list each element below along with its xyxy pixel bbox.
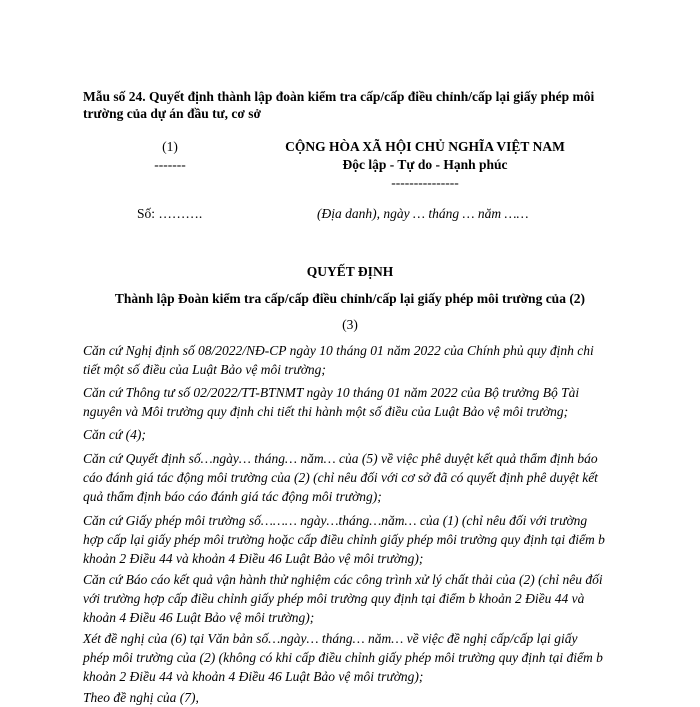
paragraph-line: cáo đánh giá tác động môi trường của (2) (chỉ nêu đối với cơ sở đã có quyết định phê duyệt kết xyxy=(83,470,598,485)
paragraph-line: Căn cứ Báo cáo kết quả vận hành thử nghiệm các công trình xử lý chất thải của (2) (chỉ nêu đối xyxy=(83,572,603,587)
place-and-date: (Địa danh), ngày … tháng … năm …… xyxy=(317,206,529,221)
legal-basis-paragraph xyxy=(83,688,623,707)
form-title-line-2: trường của dự án đầu tư, cơ sở xyxy=(83,106,261,121)
paragraph-line: quả thẩm định báo cáo đánh giá tác động môi trường); xyxy=(83,489,382,504)
paragraph-line: Căn cứ (4); xyxy=(83,427,146,442)
paragraph-line: khoản 2 Điều 44 và khoản 4 Điều 46 Luật Bảo vệ môi trường); xyxy=(83,669,424,684)
paragraph-line: Xét đề nghị của (6) tại Văn bản số…ngày… tháng… năm… về việc đề nghị cấp/cấp lại giấy xyxy=(83,631,578,646)
paragraph-line: Căn cứ Giấy phép môi trường số……… ngày…tháng…năm… của (1) (chỉ nêu đối với trường xyxy=(83,513,588,528)
issuing-agency-divider: ------- xyxy=(154,157,186,172)
paragraph-line: hợp cấp lại giấy phép môi trường hoặc cấp điều chỉnh giấy phép môi trường quy định tại điểm b xyxy=(83,532,605,547)
paragraph-line: tiết một số điều của Luật Bảo vệ môi trường; xyxy=(83,362,326,377)
motto-divider: --------------- xyxy=(391,175,459,190)
decision-title: QUYẾT ĐỊNH xyxy=(306,264,394,279)
issuing-agency-code: (1) xyxy=(162,139,178,154)
legal-basis-paragraph xyxy=(83,383,623,421)
paragraph-line: khoản 2 Điều 44 và khoản 4 Điều 46 Luật Bảo vệ môi trường); xyxy=(83,551,424,566)
paragraph-line: nguyên và Môi trường quy định chi tiết thi hành một số điều của Luật Bảo vệ môi trường; xyxy=(83,404,569,419)
paragraph-line: phép môi trường của (2) (không có khi cấp điều chỉnh giấy phép môi trường quy định tại điểm b xyxy=(83,650,603,665)
paragraph-line: Theo đề nghị của (7), xyxy=(83,690,199,705)
legal-basis-paragraph xyxy=(83,449,623,506)
paragraph-line: Căn cứ Thông tư số 02/2022/TT-BTNMT ngày 10 tháng 01 năm 2022 của Bộ trưởng Bộ Tài xyxy=(83,385,580,400)
country-name: CỘNG HÒA XÃ HỘI CHỦ NGHĨA VIỆT NAM xyxy=(285,139,565,154)
legal-basis-paragraph xyxy=(83,570,623,627)
issuing-authority: (3) xyxy=(342,317,358,332)
paragraph-line: Căn cứ Nghị định số 08/2022/NĐ-CP ngày 10 tháng 01 năm 2022 của Chính phủ quy định chi xyxy=(83,343,594,358)
national-motto: Độc lập - Tự do - Hạnh phúc xyxy=(342,157,508,172)
paragraph-line: Căn cứ Quyết định số…ngày… tháng… năm… của (5) về việc phê duyệt kết quả thẩm định báo xyxy=(83,451,598,466)
legal-basis-paragraph xyxy=(83,629,623,686)
legal-basis-paragraph xyxy=(83,511,623,568)
legal-basis-paragraph xyxy=(83,341,623,379)
decision-subtitle: Thành lập Đoàn kiểm tra cấp/cấp điều chỉnh/cấp lại giấy phép môi trường của (2) xyxy=(114,291,586,306)
paragraph-line: khoản 4 Điều 46 Luật Bảo vệ môi trường); xyxy=(83,610,315,625)
legal-basis-paragraph xyxy=(83,425,623,444)
form-title-line-1: Mẫu số 24. Quyết định thành lập đoàn kiểm tra cấp/cấp điều chỉnh/cấp lại giấy phép môi xyxy=(83,89,595,104)
paragraph-line: với trường hợp cấp điều chỉnh giấy phép môi trường quy định tại điểm b khoản 2 Điều 44 và xyxy=(83,591,585,606)
document-number: Số: ………. xyxy=(137,206,203,221)
